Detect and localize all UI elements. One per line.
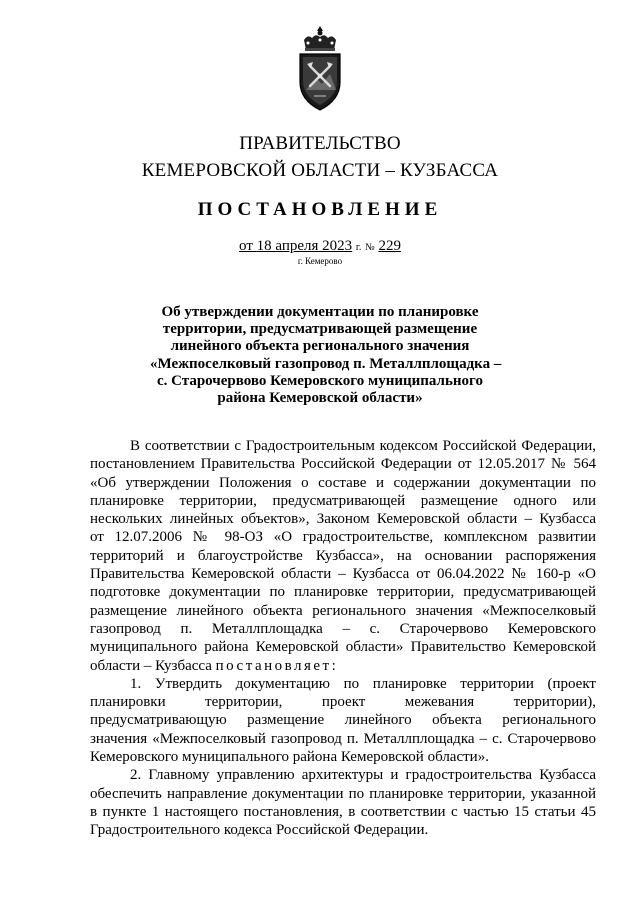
title-line: линейного объекта регионального значения (170, 338, 470, 355)
body-line: В соответствии с Градостроительным кодексом Российской Федерации, (130, 438, 596, 454)
title-line: Об утверждении документации по планировке (161, 304, 479, 320)
title-line: с. Старочервово Кемеровского муниципального (156, 372, 483, 389)
body-line: области – Кузбасса (90, 657, 212, 674)
body-line: Правительства Кемеровской области – Кузбасса от 06.04.2022 № 160-р «О (90, 566, 596, 583)
document-city: г. Кемерово (297, 256, 343, 266)
body-line: постановлением Правительства Российской Федерации от 12.05.2017 № 564 (90, 456, 596, 473)
document-title (150, 304, 502, 407)
body-line: Градостроительного кодекса Российской Федерации. (90, 822, 429, 839)
year-suffix: г. (355, 242, 362, 253)
body-line: подготовке документации по планировке территории, предусматривающей (90, 584, 596, 601)
organization-name-line2: КЕМЕРОВСКОЙ ОБЛАСТИ – КУЗБАССА (141, 160, 499, 181)
body-line: планировки территории, проект межевания территории), (90, 694, 596, 711)
title-line: района Кемеровской области» (217, 390, 423, 407)
body-line: муниципального района Кемеровской области» Правительство Кемеровской (90, 639, 596, 656)
organization-name-line1: ПРАВИТЕЛЬСТВО (239, 133, 401, 154)
number-sign: № (365, 242, 375, 253)
document-date-number (0, 237, 640, 257)
body-line: нескольких линейных объектов», Законом Кемеровской области – Кузбасса (90, 511, 596, 528)
body-line: территорий и благоустройстве Кузбасса», на основании распоряжения (90, 547, 596, 564)
body-line: в пункте 1 настоящего постановления, в соответствии с частью 15 статьи 45 (90, 803, 596, 820)
coat-of-arms-icon (294, 24, 346, 116)
body-line: предусматривающую размещение линейного объекта регионального (90, 712, 596, 729)
document-date: 18 апреля 2023 (256, 238, 353, 254)
document-type-heading: ПОСТАНОВЛЕНИЕ (197, 199, 443, 220)
body-line: 2. Главному управлению архитектуры и градостроительства Кузбасса (130, 767, 596, 784)
date-prefix: от (239, 238, 253, 254)
body-line: значения «Межпоселковый газопровод п. Металлплощадка – с. Старочервово (90, 730, 596, 747)
body-line-resolves (90, 657, 596, 675)
title-line: территории, предусматривающей размещение (162, 321, 478, 338)
body-line: обеспечить направление документации по планировке территории, указанной (90, 785, 596, 802)
body-line: газопровод п. Металлплощадка – с. Старочервово Кемеровского (90, 620, 596, 637)
body-line: Кемеровского муниципального района Кемеровской области». (90, 749, 489, 766)
body-line: 1. Утвердить документацию по планировке территории (проект (130, 675, 596, 692)
title-line: «Межпоселковый газопровод п. Металлплощадка – (150, 355, 502, 372)
body-line: размещение линейного объекта регионального значения «Межпоселковый (90, 602, 596, 619)
document-body (90, 437, 596, 840)
resolves-word: постановляет: (215, 657, 339, 674)
body-line: «Об утверждении Положения о составе и содержании документации по (90, 474, 596, 491)
document-number: 229 (378, 238, 401, 254)
body-line: планировке территории, предусматривающей размещение одного или (90, 492, 596, 509)
body-line: от 12.07.2006 № 98-ОЗ «О градостроительстве, комплексном развитии (90, 529, 596, 546)
